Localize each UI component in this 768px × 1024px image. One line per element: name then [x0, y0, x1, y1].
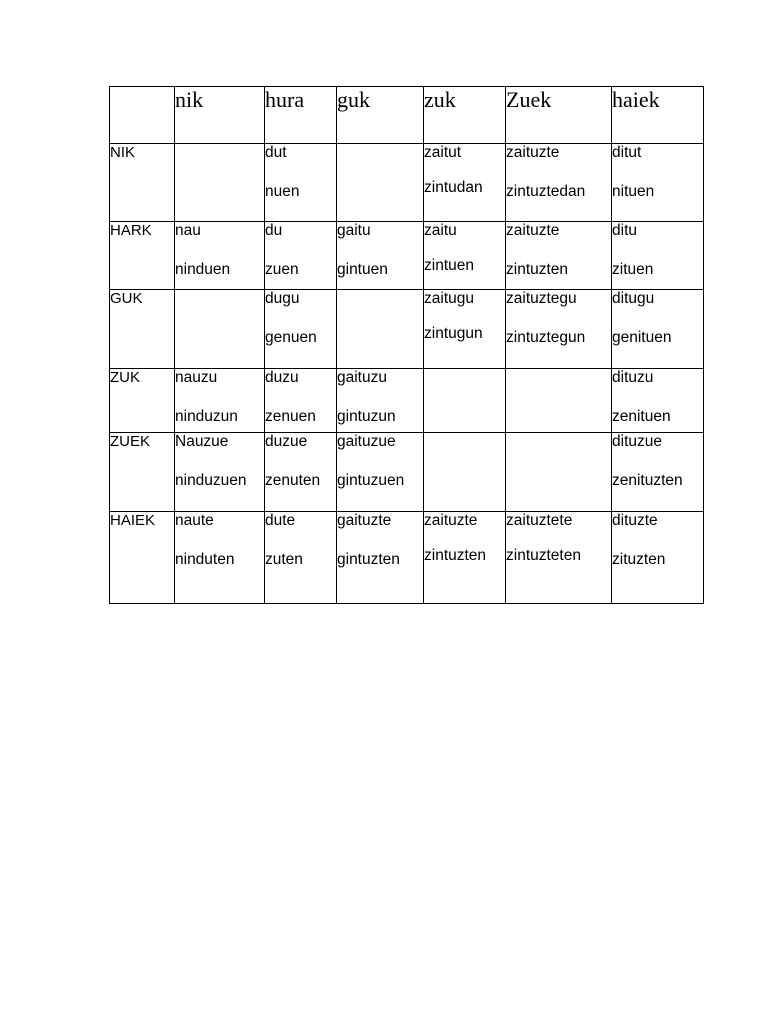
cell-form-present: ditugu	[612, 290, 655, 307]
table-cell	[175, 222, 265, 290]
cell-form-present: gaituzu	[337, 369, 387, 386]
table-cell	[265, 144, 337, 222]
cell-form-past: zintuzteten	[506, 547, 581, 564]
column-header-zuek: Zuek	[506, 87, 612, 144]
cell-form-present: zaituztegu	[506, 290, 577, 307]
table-cell	[506, 144, 612, 222]
header-row	[110, 87, 704, 144]
cell-form-past: zintugun	[424, 325, 483, 342]
row-header-zuek: ZUEK	[110, 433, 175, 512]
cell-form-past: zintuen	[424, 257, 474, 274]
table-cell	[175, 433, 265, 512]
cell-form-present: zaitut	[424, 144, 462, 161]
cell-form-present: naute	[175, 512, 214, 529]
cell-form-present: dut	[265, 144, 287, 161]
cell-form-past: ninduzun	[175, 408, 238, 425]
cell-form-present: zaituzte	[506, 222, 560, 239]
table-cell	[424, 512, 506, 604]
table-cell	[612, 290, 704, 369]
table-cell	[265, 290, 337, 369]
table-cell	[506, 222, 612, 290]
cell-form-past: zuten	[265, 551, 303, 568]
cell-form-present: zaitu	[424, 222, 457, 239]
table-cell	[506, 512, 612, 604]
row-header-haiek: HAIEK	[110, 512, 175, 604]
cell-form-past: zintuzten	[424, 547, 487, 564]
table-row	[110, 222, 704, 290]
cell-form-past: nuen	[265, 183, 300, 200]
cell-form-past: zintuztegun	[506, 329, 586, 346]
column-header-zuk: zuk	[424, 87, 506, 144]
cell-form-past: ninduzuen	[175, 472, 247, 489]
cell-form-past: zenituen	[612, 408, 671, 425]
cell-form-present: nauzu	[175, 369, 218, 386]
table-cell	[612, 433, 704, 512]
cell-form-present: gaituzte	[337, 512, 392, 529]
cell-form-present: dituzte	[612, 512, 658, 529]
cell-form-present: gaitu	[337, 222, 371, 239]
corner-cell	[110, 87, 175, 144]
cell-form-present: ditu	[612, 222, 637, 239]
cell-form-past: zintuztedan	[506, 183, 586, 200]
table-row	[110, 290, 704, 369]
column-header-haiek: haiek	[612, 87, 704, 144]
table-cell	[265, 433, 337, 512]
table-cell	[175, 369, 265, 433]
cell-form-present: dituzue	[612, 433, 662, 450]
table-cell	[506, 433, 612, 512]
table-cell	[612, 222, 704, 290]
table-cell	[424, 144, 506, 222]
cell-form-past: zintuzten	[506, 261, 569, 278]
table-cell	[424, 433, 506, 512]
cell-form-past: genuen	[265, 329, 317, 346]
table-row	[110, 144, 704, 222]
cell-form-present: du	[265, 222, 283, 239]
table-row	[110, 512, 704, 604]
table-cell	[175, 512, 265, 604]
cell-form-present: Nauzue	[175, 433, 229, 450]
cell-form-past: zenuen	[265, 408, 316, 425]
row-header-guk: GUK	[110, 290, 175, 369]
table-cell	[612, 144, 704, 222]
cell-form-present: zaituzte	[506, 144, 560, 161]
table-cell	[175, 290, 265, 369]
table-cell	[612, 369, 704, 433]
cell-form-past: zuen	[265, 261, 299, 278]
table-cell	[424, 369, 506, 433]
table-cell	[265, 369, 337, 433]
table-cell	[612, 512, 704, 604]
table-cell	[506, 290, 612, 369]
cell-form-present: nau	[175, 222, 201, 239]
cell-form-past: ninduen	[175, 261, 231, 278]
cell-form-past: gintuzuen	[337, 472, 405, 489]
column-header-guk: guk	[337, 87, 424, 144]
table-row	[110, 433, 704, 512]
cell-form-past: nituen	[612, 183, 655, 200]
table-cell	[506, 369, 612, 433]
row-header-zuk: ZUK	[110, 369, 175, 433]
cell-form-past: gintuzun	[337, 408, 396, 425]
cell-form-present: dituzu	[612, 369, 654, 386]
cell-form-past: zituzten	[612, 551, 666, 568]
table-row	[110, 369, 704, 433]
cell-form-past: zenuten	[265, 472, 321, 489]
table-cell	[337, 222, 424, 290]
column-header-hura: hura	[265, 87, 337, 144]
cell-form-past: gintuen	[337, 261, 388, 278]
table-cell	[337, 144, 424, 222]
cell-form-present: gaituzue	[337, 433, 396, 450]
table-cell	[265, 222, 337, 290]
row-header-hark: HARK	[110, 222, 175, 290]
cell-form-present: ditut	[612, 144, 642, 161]
cell-form-past: zintudan	[424, 179, 483, 196]
table-cell	[424, 290, 506, 369]
cell-form-present: zaituztete	[506, 512, 573, 529]
row-header-nik: NIK	[110, 144, 175, 222]
table-cell	[337, 512, 424, 604]
cell-form-past: gintuzten	[337, 551, 400, 568]
table-cell	[337, 290, 424, 369]
cell-form-present: dugu	[265, 290, 300, 307]
table-cell	[424, 222, 506, 290]
cell-form-past: zenituzten	[612, 472, 683, 489]
table-cell	[265, 512, 337, 604]
cell-form-present: duzu	[265, 369, 299, 386]
cell-form-past: genituen	[612, 329, 672, 346]
table-cell	[337, 433, 424, 512]
cell-form-present: zaitugu	[424, 290, 474, 307]
cell-form-present: duzue	[265, 433, 308, 450]
table-cell	[337, 369, 424, 433]
cell-form-past: zituen	[612, 261, 654, 278]
cell-form-present: zaituzte	[424, 512, 478, 529]
verb-conjugation-table	[109, 86, 704, 604]
cell-form-present: dute	[265, 512, 296, 529]
column-header-nik: nik	[175, 87, 265, 144]
table-cell	[175, 144, 265, 222]
cell-form-past: ninduten	[175, 551, 235, 568]
